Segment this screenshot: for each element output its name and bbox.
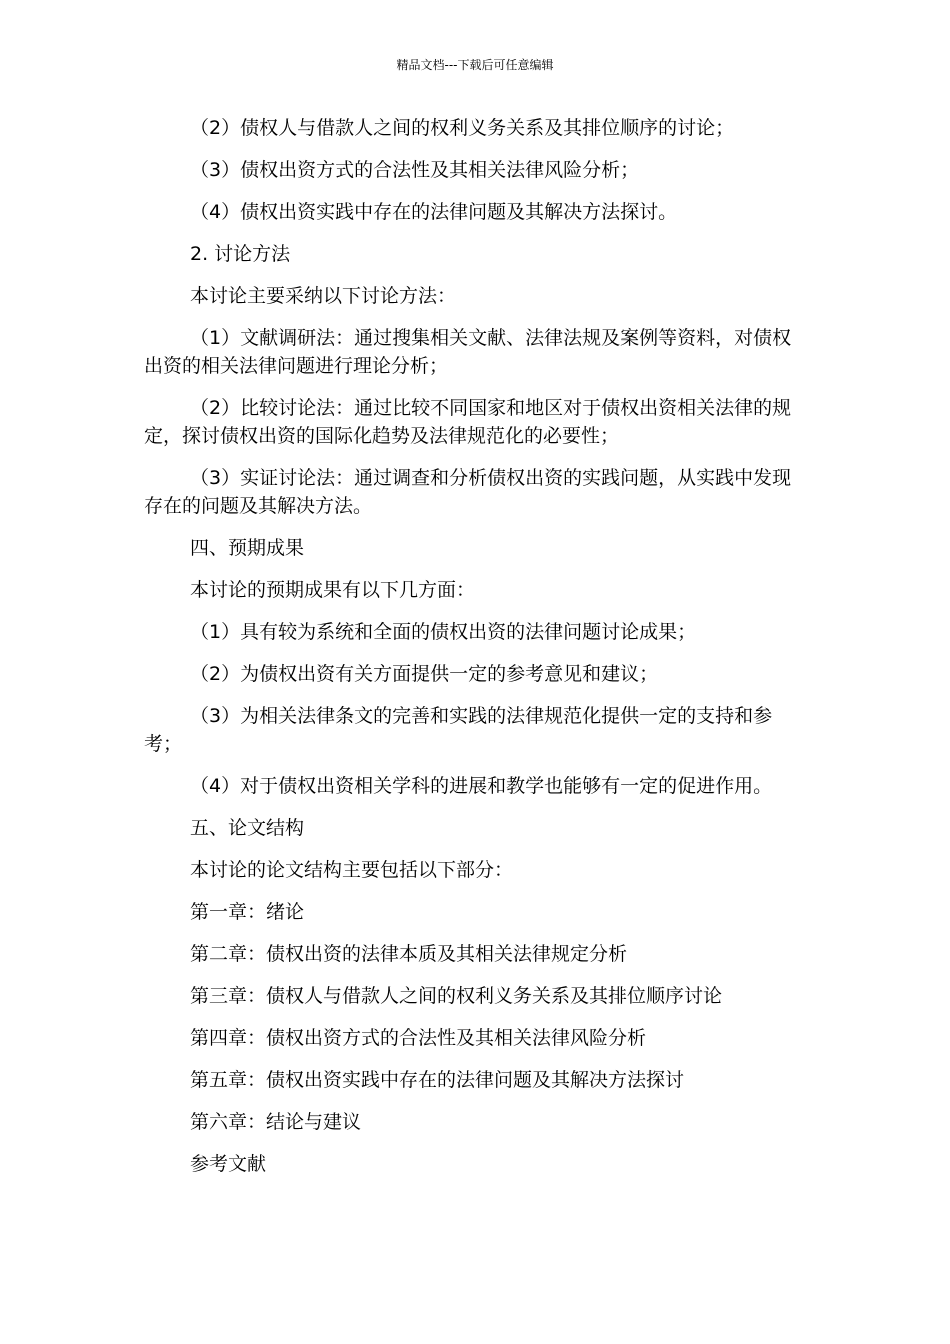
page-header: 精品文档---下载后可任意编辑 bbox=[396, 58, 554, 72]
list-item: （4）对于债权出资相关学科的进展和教学也能够有一定的促进作用。 bbox=[190, 775, 773, 797]
paragraph: 本讨论的论文结构主要包括以下部分： bbox=[190, 859, 514, 881]
list-item: （2）为债权出资有关方面提供一定的参考意见和建议； bbox=[190, 663, 659, 685]
chapter-item: 第四章：债权出资方式的合法性及其相关法律风险分析 bbox=[190, 1027, 647, 1049]
list-item: （3）债权出资方式的合法性及其相关法律风险分析； bbox=[190, 159, 640, 181]
document-body bbox=[144, 114, 810, 1192]
list-item: （2）比较讨论法：通过比较不同国家和地区对于债权出资相关法律的规定，探讨债权出资的国际化趋势及法律规范化的必要性； bbox=[144, 397, 792, 447]
chapter-item: 第三章：债权人与借款人之间的权利义务关系及其排位顺序讨论 bbox=[190, 985, 723, 1007]
section-heading-results: 四、预期成果 bbox=[190, 537, 305, 559]
list-item: （3）实证讨论法：通过调查和分析债权出资的实践问题，从实践中发现存在的问题及其解决方法。 bbox=[144, 467, 792, 517]
list-item: （2）债权人与借款人之间的权利义务关系及其排位顺序的讨论； bbox=[190, 117, 735, 139]
list-item: （4）债权出资实践中存在的法律问题及其解决方法探讨。 bbox=[190, 201, 678, 223]
list-item: （3）为相关法律条文的完善和实践的法律规范化提供一定的支持和参考； bbox=[144, 705, 773, 755]
paragraph: 本讨论的预期成果有以下几方面： bbox=[190, 579, 476, 601]
chapter-item: 第一章：绪论 bbox=[190, 901, 305, 923]
section-heading-structure: 五、论文结构 bbox=[190, 817, 305, 839]
chapter-item: 参考文献 bbox=[190, 1153, 267, 1175]
paragraph: 本讨论主要采纳以下讨论方法： bbox=[190, 285, 457, 307]
chapter-item: 第五章：债权出资实践中存在的法律问题及其解决方法探讨 bbox=[190, 1069, 685, 1091]
chapter-item: 第二章：债权出资的法律本质及其相关法律规定分析 bbox=[190, 943, 628, 965]
section-heading-methods: 2. 讨论方法 bbox=[190, 243, 291, 265]
chapter-item: 第六章：结论与建议 bbox=[190, 1111, 362, 1133]
list-item: （1）具有较为系统和全面的债权出资的法律问题讨论成果； bbox=[190, 621, 697, 643]
list-item: （1）文献调研法：通过搜集相关文献、法律法规及案例等资料，对债权出资的相关法律问题进行理论分析； bbox=[144, 327, 792, 377]
